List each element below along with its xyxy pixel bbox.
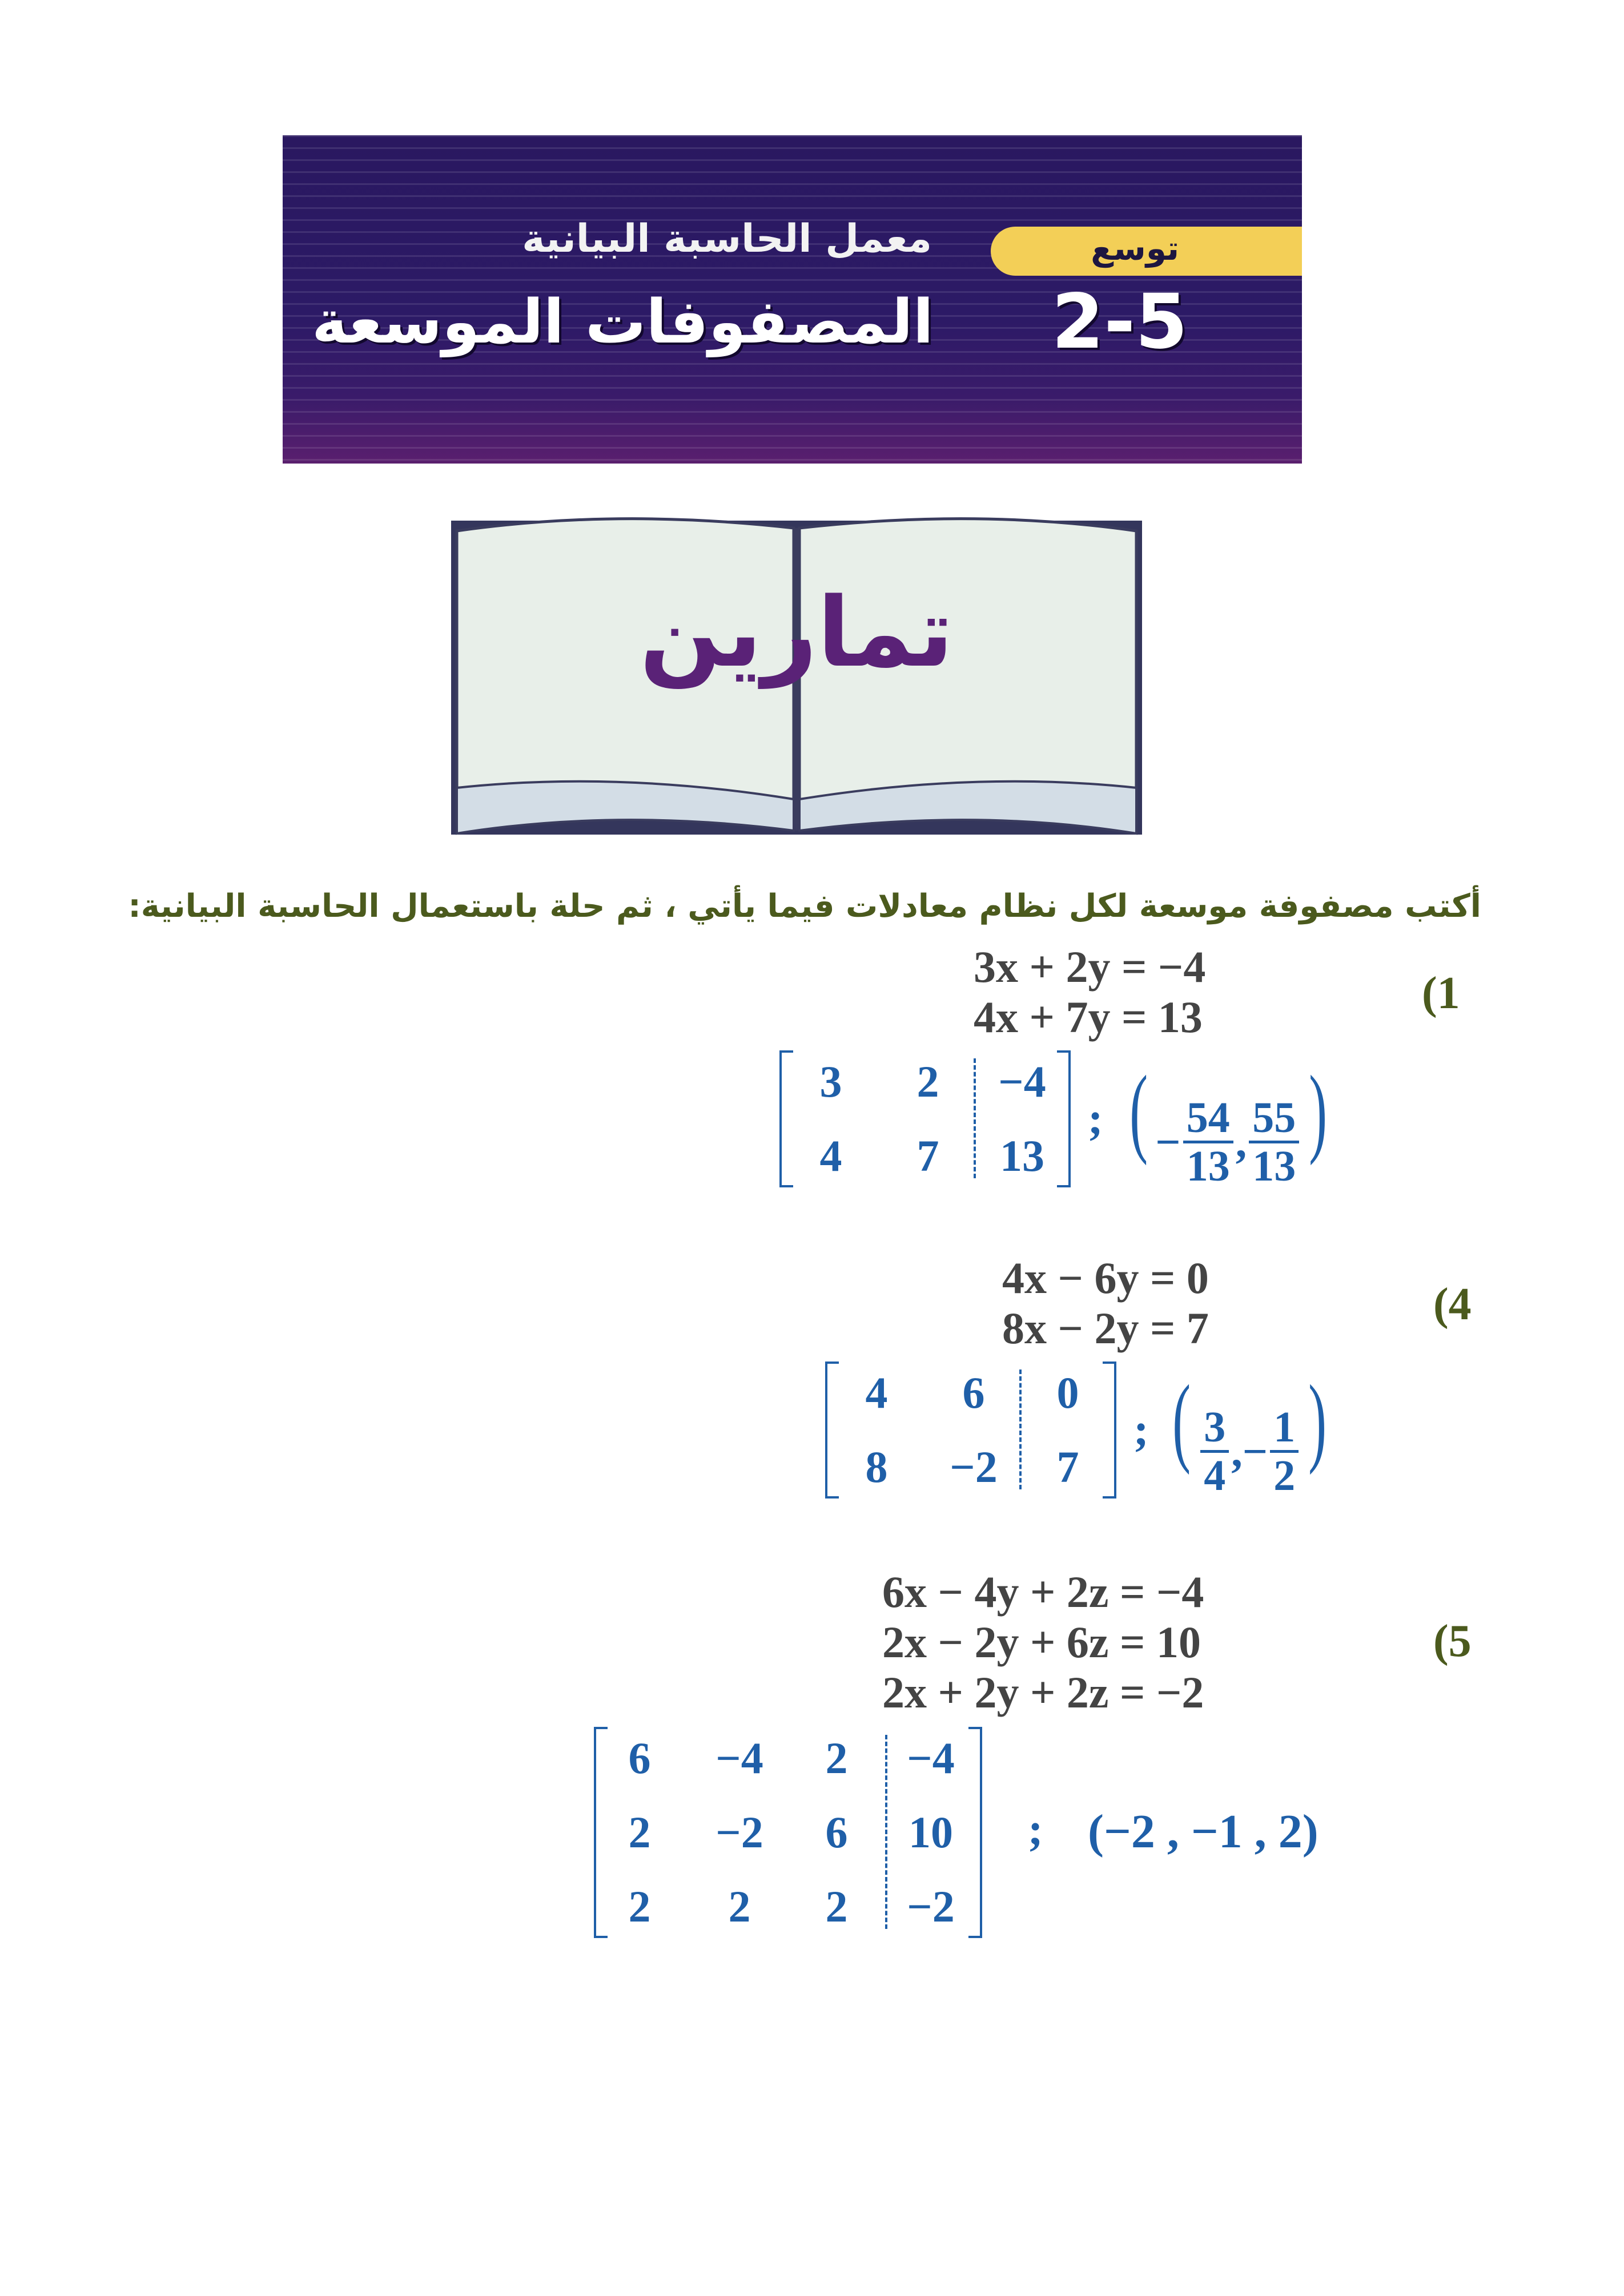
matrix-cell: −4 <box>715 1733 763 1783</box>
matrix-cell: 2 <box>825 1882 848 1931</box>
matrix-cell: −4 <box>907 1733 955 1783</box>
matrix-cell: 2 <box>628 1807 651 1857</box>
lesson-number: 2-5 <box>1051 278 1188 366</box>
equation-system <box>1002 1253 1209 1354</box>
solution-x: $\frac{54}{13}$ <box>1183 1095 1233 1189</box>
augment-divider <box>1019 1369 1022 1489</box>
equation: 6x − 4y + 2z = −4 <box>882 1567 1204 1617</box>
augmented-matrix <box>594 1727 982 1938</box>
matrix-cell: 2 <box>916 1057 939 1106</box>
banner-title: المصفوفات الموسعة <box>311 287 934 357</box>
matrix-cell: 2 <box>728 1882 751 1931</box>
matrix-cell: 2 <box>825 1733 848 1783</box>
banner-subtitle: معمل الحاسبة البيانية <box>522 216 932 261</box>
matrix-cell: 4 <box>865 1368 888 1417</box>
augment-divider <box>974 1058 976 1178</box>
separator: ; <box>1028 1804 1043 1855</box>
equation: 2x − 2y + 6z = 10 <box>882 1617 1201 1667</box>
augmented-matrix <box>779 1050 1071 1187</box>
lesson-tag: توسع <box>1091 229 1179 268</box>
matrix-cell: 3 <box>819 1057 842 1106</box>
equation: 8x − 2y = 7 <box>1002 1303 1209 1353</box>
solution-sign: − <box>1155 1117 1181 1167</box>
instruction-text: أكتب مصفوفة موسعة لكل نظام معادلات فيما يأتي ، ثم حلة باستعمال الحاسبة البيانية: <box>128 888 1481 925</box>
matrix-cell: −4 <box>998 1057 1046 1106</box>
matrix-cell: 6 <box>628 1733 651 1783</box>
equation: 4x + 7y = 13 <box>974 992 1203 1042</box>
matrix-cell: 6 <box>962 1368 985 1417</box>
solution-y: $\frac{55}{13}$ <box>1249 1095 1299 1189</box>
equation-system <box>974 942 1205 1042</box>
matrix-cell: 4 <box>819 1131 842 1181</box>
matrix-cell: −2 <box>715 1807 763 1857</box>
exercises-title: تمارين <box>640 577 954 688</box>
equation: 3x + 2y = −4 <box>974 942 1206 992</box>
separator: ; <box>1133 1405 1149 1455</box>
problem-number: (4 <box>1433 1279 1472 1330</box>
problem-number: (5 <box>1433 1616 1472 1666</box>
lesson-banner <box>283 135 1302 464</box>
problem-number: (1 <box>1422 968 1460 1018</box>
augmented-matrix <box>825 1362 1116 1499</box>
equation-system <box>882 1567 1204 1718</box>
matrix-cell: 0 <box>1056 1368 1079 1417</box>
matrix-cell: 10 <box>909 1807 953 1857</box>
solution-x: $\frac{3}{4}$ <box>1200 1404 1229 1499</box>
matrix-cell: −2 <box>950 1442 998 1492</box>
matrix-cell: 2 <box>628 1882 651 1931</box>
solution: ( − $\frac{54}{13}$ , $\frac{55}{13}$ ) <box>1129 1055 1328 1190</box>
matrix-cell: 8 <box>865 1442 888 1492</box>
matrix-cell: −2 <box>907 1882 955 1931</box>
equation: 4x − 6y = 0 <box>1002 1253 1209 1303</box>
solution: ( $\frac{3}{4}$ ,− $\frac{1}{2}$ ) <box>1172 1364 1327 1500</box>
matrix-cell: 13 <box>1000 1131 1044 1181</box>
solution-sign: − <box>1242 1426 1268 1476</box>
augment-divider <box>885 1735 887 1929</box>
matrix-cell: 7 <box>1056 1442 1079 1492</box>
matrix-cell: 6 <box>825 1807 848 1857</box>
solution-y: $\frac{1}{2}$ <box>1270 1404 1299 1499</box>
solution: (−2 , −1 , 2) <box>1088 1805 1319 1858</box>
matrix-cell: 7 <box>916 1131 939 1181</box>
equation: 2x + 2y + 2z = −2 <box>882 1667 1204 1717</box>
separator: ; <box>1088 1094 1103 1144</box>
